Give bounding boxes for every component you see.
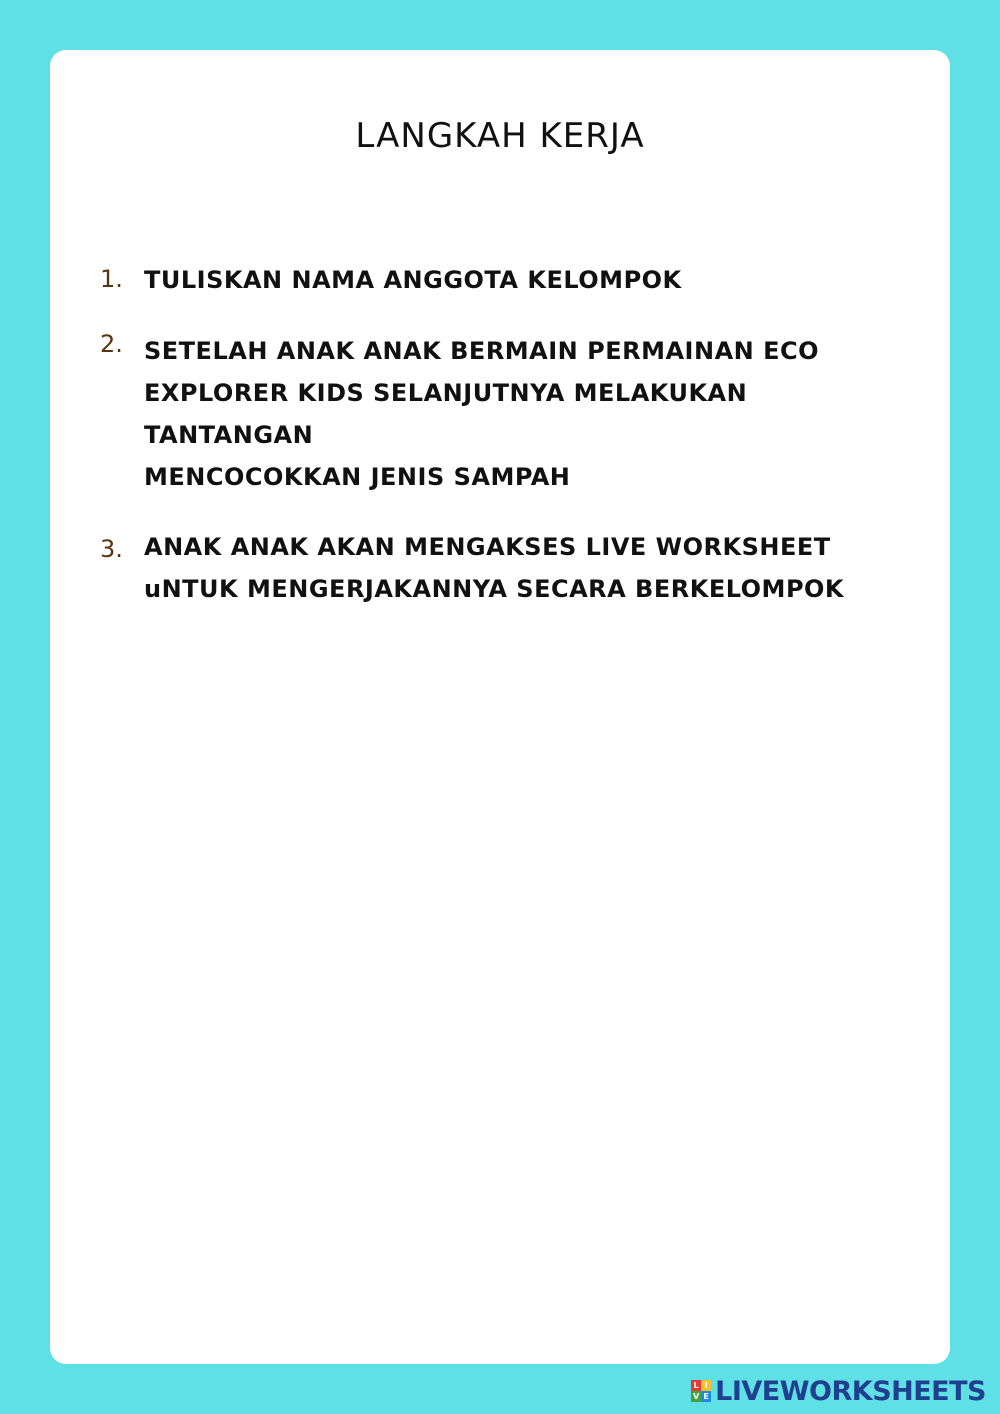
logo-letter: V [693, 1392, 700, 1401]
page-title: LANGKAH KERJA [355, 116, 645, 156]
worksheet-card [50, 50, 950, 1364]
liveworksheets-brand [691, 1376, 986, 1406]
brand-name: LIVEWORKSHEETS [715, 1375, 986, 1407]
step-text: SETELAH ANAK ANAK BERMAIN PERMAINAN ECO EXPLORER KIDS SELANJUTNYA MELAKUKAN TANTANGAN MENCOCOKKAN JENIS SAMPAH [144, 337, 819, 491]
step-number: 1. [100, 265, 123, 293]
logo-letter: E [701, 1391, 711, 1402]
step-text: ANAK ANAK AKAN MENGAKSES LIVE WORKSHEET uNTUK MENGERJAKANNYA SECARA BERKELOMPOK [144, 533, 845, 603]
step-number: 2. [100, 330, 123, 358]
step-number: 3. [100, 535, 123, 563]
liveworksheets-logo-icon [691, 1380, 711, 1402]
step-text: TULISKAN NAMA ANGGOTA KELOMPOK [144, 266, 682, 294]
logo-letter: I [701, 1380, 711, 1391]
logo-letter: L [691, 1380, 701, 1391]
